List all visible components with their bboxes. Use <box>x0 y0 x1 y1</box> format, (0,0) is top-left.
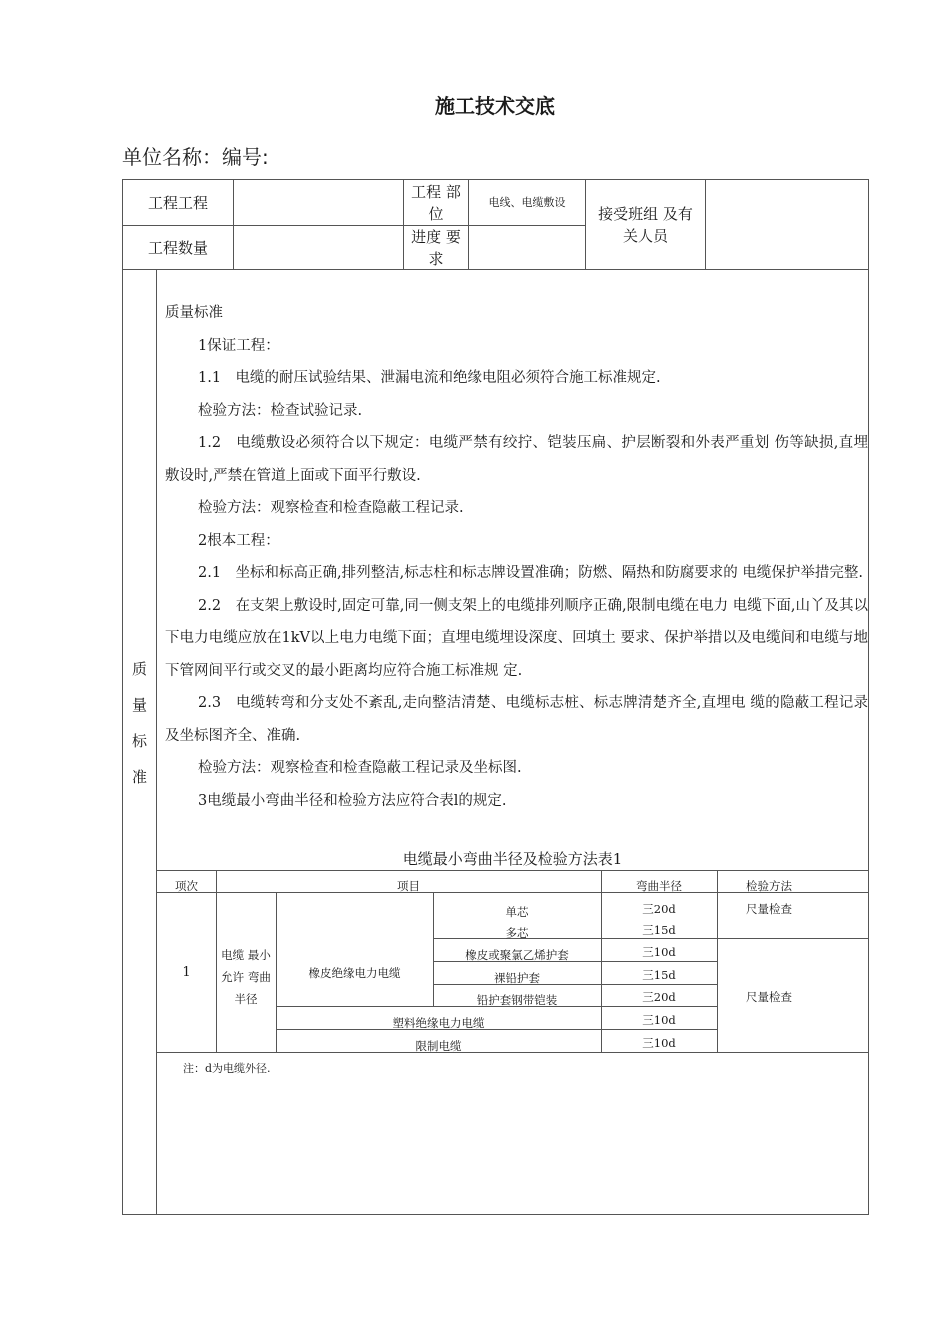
unit-line: 单位名称：编号: <box>122 145 269 169</box>
progress-label: 进度 要求 <box>411 227 461 268</box>
paragraph: 检验方法：观察检查和检查隐蔽工程记录. <box>198 500 464 516</box>
table-vline <box>717 870 718 1053</box>
project-part-label: 工程 部位 <box>411 182 461 223</box>
table-row-radius: 三15d <box>642 968 676 982</box>
paragraph: 2.1 坐标和标高正确,排列整洁,标志柱和标志牌设置准确；防燃、隔热和防腐要求的 电缆保护举措完整. <box>198 565 863 581</box>
paragraph: 检验方法：观察检查和检查隐蔽工程记录及坐标图. <box>198 760 522 776</box>
table-row-radius: 三20d <box>642 902 676 916</box>
header-bottom-line <box>122 269 869 270</box>
quantity-label: 工程数量 <box>147 238 208 257</box>
paragraph: 1.2 电缆敷设必须符合以下规定：电缆严禁有绞拧、铠装压扁、护层断裂和外表严重划 伤等缺损,直埋敷设时,严禁在管道上面或下面平行敷设. <box>165 435 868 484</box>
table-caption: 电缆最小弯曲半径及检验方法表1 <box>402 850 623 868</box>
table-header-radius: 弯曲半径 <box>636 879 682 893</box>
table-group-label: 电缆 最小允许 弯曲半径 <box>221 948 271 1006</box>
table-row-item: 多芯 <box>505 926 529 940</box>
table-row-radius: 三20d <box>642 990 676 1004</box>
table-header-index: 项次 <box>175 879 198 893</box>
paragraph: 1.1 电缆的耐压试验结果、泄漏电流和绝缘电阻必须符合施工标准规定. <box>198 370 661 386</box>
table-note: 注：d为电缆外径. <box>183 1062 271 1075</box>
table-row-item: 铅护套钢带铠装 <box>476 993 558 1007</box>
frame-right <box>868 179 869 1215</box>
paragraph: 3电缆最小弯曲半径和检验方法应符合表l的规定. <box>198 792 507 809</box>
paragraph: 1保证工程： <box>198 337 280 354</box>
table-row-item: 橡皮或聚氯乙烯护套 <box>465 948 569 962</box>
project-part-value: 电线、电缆敷设 <box>488 195 566 209</box>
header-divider <box>233 179 234 270</box>
section-heading: 质量标准 <box>165 305 223 321</box>
table-row-radius: 三15d <box>642 923 676 937</box>
side-label: 质 量 标 准 <box>131 660 147 786</box>
table-rubber-label: 橡皮绝缘电力电缆 <box>308 966 401 980</box>
side-column-line <box>156 269 157 1215</box>
table-row-radius: 三10d <box>642 1036 676 1050</box>
paragraph: 2.2 在支架上敷设时,固定可靠,同一侧支架上的电缆排列顺序正确,限制电缆在电力 电缆下面,山丫及其以下电力电缆应放在1kV以上电力电缆下面；直埋电缆埋设深度、回填土 要求、保护举措以及电缆间和电缆与地下管网间平行或交叉的最小距离均应符合施工标准规 定. <box>165 597 868 679</box>
page-title: 施工技术交底 <box>435 94 555 118</box>
frame-bottom <box>122 1214 869 1215</box>
table-row-item: 裸铅护套 <box>494 971 540 985</box>
table-row-radius: 三10d <box>642 945 676 959</box>
table-row-radius: 三10d <box>642 1013 676 1027</box>
receiver-label: 接受班组 及有关人员 <box>598 204 693 245</box>
project-label: 工程工程 <box>147 193 208 212</box>
table-line <box>157 870 868 871</box>
quality-standard-text <box>165 297 868 817</box>
table-row-item: 单芯 <box>505 905 529 919</box>
paragraph: 检验方法：检查试验记录. <box>198 402 363 419</box>
paragraph: 2根本工程： <box>198 532 280 549</box>
table-method: 尺量检查 <box>746 902 792 916</box>
table-vline <box>216 870 217 1053</box>
table-header-item: 项目 <box>397 879 420 893</box>
table-method: 尺量检查 <box>746 990 792 1004</box>
table-header-method: 检验方法 <box>746 879 792 893</box>
table-row-item: 限制电缆 <box>415 1039 462 1053</box>
paragraph: 2.3 电缆转弯和分支处不紊乱,走向整洁清楚、电缆标志桩、标志牌清楚齐全,直埋电 缆的隐蔽工程记录及坐标图齐全、准确. <box>165 695 868 744</box>
header-divider <box>705 179 706 270</box>
table-row-index: 1 <box>182 965 191 980</box>
table-row-item: 塑料绝缘电力电缆 <box>392 1016 485 1030</box>
